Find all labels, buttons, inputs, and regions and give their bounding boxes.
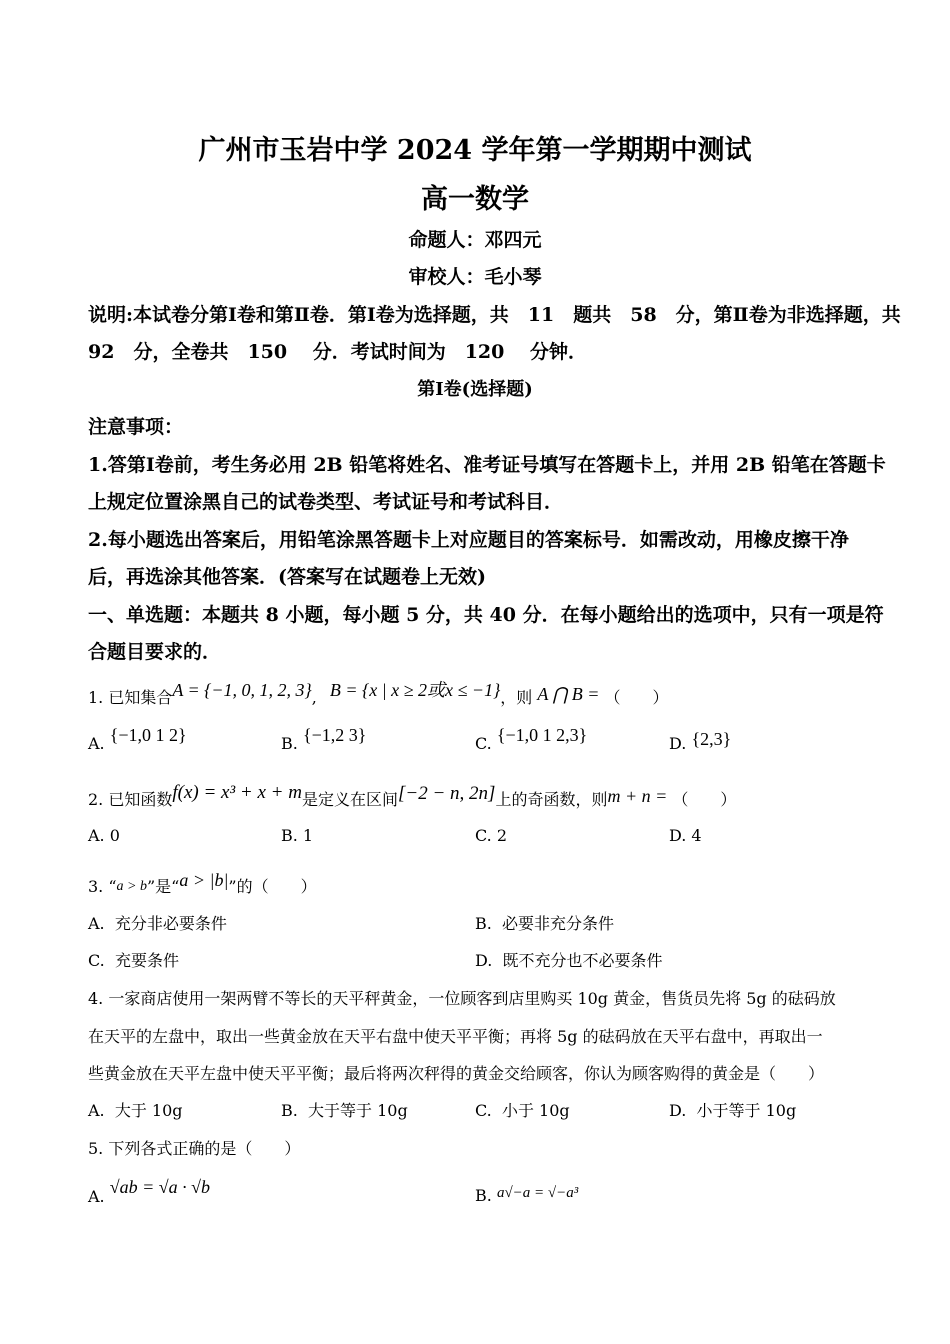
q5-option-b[interactable]: [475, 1186, 578, 1206]
question-3-stem: [88, 870, 317, 897]
q1-option-d[interactable]: [669, 729, 732, 754]
option-text: √ab = √a · √b: [109, 1177, 211, 1197]
option-label: C.: [88, 951, 105, 970]
option-label: A.: [88, 1101, 105, 1120]
option-label: B.: [475, 914, 492, 933]
option-text: {−1,0 1 2,3}: [496, 725, 588, 745]
section-1-line-1: 一、单选题：本题共 8 小题，每小题 5 分，共 40 分．在每小题给出的选项中，只有一项是符: [88, 604, 884, 626]
q1-set-b: B = {x | x ≥ 2或x ≤ −1}: [329, 680, 501, 700]
option-label: A.: [88, 914, 105, 933]
q2-function: f(x) = x³ + x + m: [172, 782, 302, 803]
intro-line-2: 92 分，全卷共 150 分．考试时间为 120 分钟．: [88, 341, 587, 363]
option-text: 充分非必要条件: [114, 914, 227, 933]
option-label: A.: [88, 1187, 105, 1206]
option-text: {−1,0 1 2}: [109, 725, 187, 745]
option-text: 充要条件: [114, 951, 179, 970]
q3-option-c[interactable]: [88, 948, 179, 971]
note-1-line-1: 1.答第Ⅰ卷前，考生务必用 2B 铅笔将姓名、准考证号填写在答题卡上，并用 2B 铅笔在答题卡: [88, 454, 886, 476]
q1-comma: ,: [311, 688, 317, 707]
q1-option-b[interactable]: [281, 725, 367, 754]
q4-option-d[interactable]: [669, 1098, 796, 1121]
q2-option-b[interactable]: B. 1: [281, 826, 314, 845]
q1-option-c[interactable]: [475, 725, 588, 754]
q2-option-a[interactable]: A. 0: [88, 826, 120, 845]
exam-title: 广州市玉岩中学 2024 学年第一学期期中测试: [198, 135, 752, 166]
q2-mid-1: 是定义在区间: [301, 790, 398, 809]
q5-option-a[interactable]: [88, 1177, 211, 1207]
q2-mid-2: 上的奇函数，则: [495, 790, 608, 809]
note-1-line-2: 上规定位置涂黑自己的试卷类型、考试证号和考试科目．: [88, 491, 564, 513]
q2-expression: m + n =: [607, 786, 668, 806]
part1-title: 第Ⅰ卷(选择题): [417, 379, 533, 400]
option-label: C.: [475, 734, 492, 753]
option-label: B.: [281, 734, 298, 753]
option-label: C.: [475, 1101, 492, 1120]
question-4-line-3: 些黄金放在天平左盘中使天平平衡；最后将两次秤得的黄金交给顾客，你认为顾客购得的黄金是（ ）: [88, 1064, 825, 1083]
reviewer-line: 审校人：毛小琴: [408, 266, 542, 288]
option-label: D.: [669, 734, 687, 753]
note-2-line-1: 2.每小题选出答案后，用铅笔涂黑答题卡上对应题目的答案标号．如需改动，用橡皮擦干净: [88, 529, 849, 551]
q4-option-a[interactable]: [88, 1098, 183, 1121]
q2-prefix: 2. 已知函数: [88, 790, 173, 809]
option-label: B.: [281, 1101, 298, 1120]
option-label: D.: [475, 951, 493, 970]
subject-title: 高一数学: [421, 184, 529, 215]
q1-mid: ，则: [500, 688, 533, 707]
section-1-line-2: 合题目要求的．: [88, 641, 222, 663]
q3-option-a[interactable]: [88, 911, 227, 934]
q3-option-d[interactable]: [475, 948, 663, 971]
q1-expression: A ⋂ B =: [537, 684, 600, 704]
option-text: 既不充分也不必要条件: [502, 951, 663, 970]
q2-interval: [−2 − n, 2n]: [398, 783, 496, 804]
option-text: 必要非充分条件: [502, 914, 615, 933]
option-text: a√−a = √−a³: [496, 1185, 579, 1201]
option-text: {2,3}: [691, 729, 732, 749]
q4-option-b[interactable]: [281, 1098, 408, 1121]
author-line: 命题人：邓四元: [408, 229, 542, 251]
option-text: 小于 10g: [501, 1101, 570, 1120]
q1-option-a[interactable]: [88, 725, 187, 754]
q3-mid: ”是“: [146, 877, 180, 896]
q2-paren: （ ）: [672, 790, 737, 809]
option-text: 大于等于 10g: [308, 1101, 408, 1120]
option-text: 大于 10g: [114, 1101, 183, 1120]
question-4-line-2: 在天平的左盘中，取出一些黄金放在天平右盘中使天平平衡；再将 5g 的砝码放在天平右盘中，再取出一: [88, 1027, 823, 1046]
q3-suffix: ”的（ ）: [228, 877, 317, 896]
q3-option-b[interactable]: [475, 911, 614, 934]
q1-prefix: 1. 已知集合: [88, 688, 173, 707]
q3-condition-1: a > b: [116, 879, 147, 894]
question-2-stem: [88, 782, 737, 811]
option-label: D.: [669, 1101, 687, 1120]
question-1-stem: [88, 680, 669, 709]
option-text: 小于等于 10g: [696, 1101, 797, 1120]
q3-condition-2: a > |b|: [179, 870, 229, 890]
question-4-line-1: 4. 一家商店使用一架两臂不等长的天平秤黄金，一位顾客到店里购买 10g 黄金，售货员先将 5g 的砝码放: [88, 989, 836, 1008]
option-label: A.: [88, 734, 105, 753]
q1-set-a: A = {−1, 0, 1, 2, 3}: [172, 680, 312, 700]
q4-option-c[interactable]: [475, 1098, 570, 1121]
note-2-line-2: 后，再选涂其他答案．(答案写在试题卷上无效): [88, 566, 486, 588]
option-text: {−1,2 3}: [302, 725, 367, 745]
q1-paren: （ ）: [604, 688, 669, 707]
q2-option-c[interactable]: C. 2: [475, 826, 508, 845]
q2-option-d[interactable]: D. 4: [669, 826, 702, 845]
intro-line-1: 说明:本试卷分第Ⅰ卷和第Ⅱ卷．第Ⅰ卷为选择题，共 11 题共 58 分，第Ⅱ卷为非选择题，共: [88, 304, 901, 326]
question-5-stem: 5. 下列各式正确的是（ ）: [88, 1139, 301, 1158]
q3-prefix: 3. “: [88, 877, 117, 896]
notes-heading: 注意事项：: [88, 416, 184, 438]
option-label: B.: [475, 1186, 492, 1205]
